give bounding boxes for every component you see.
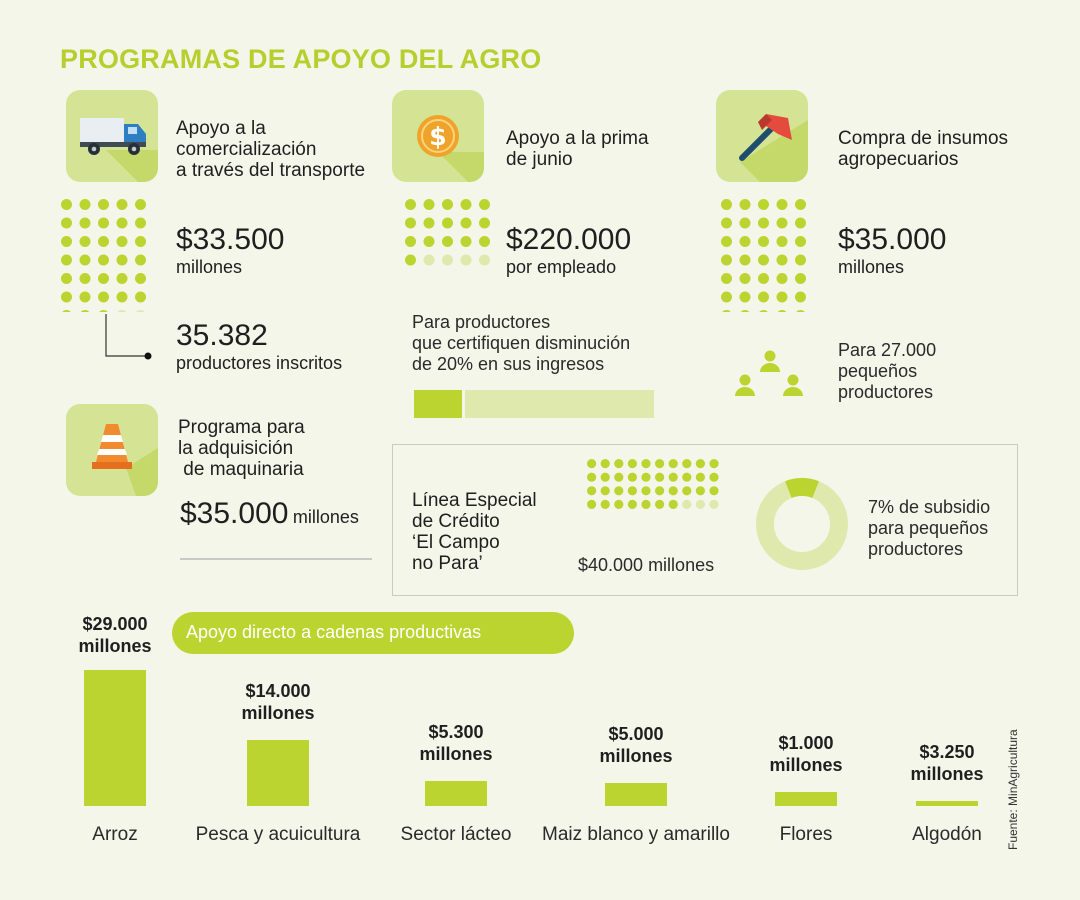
bar-1 xyxy=(247,740,309,806)
dot-filled xyxy=(758,310,769,312)
dot-filled xyxy=(442,236,453,247)
prima-icon-box xyxy=(392,90,484,182)
source-note: Fuente: MinAgricultura xyxy=(1006,729,1020,850)
insumos-amount: $35.000 xyxy=(838,223,947,256)
insumos-dot-matrix xyxy=(720,198,820,312)
progress-remainder xyxy=(465,390,654,418)
dot-filled xyxy=(795,236,806,247)
dot-filled xyxy=(628,459,637,468)
dot-filled xyxy=(117,255,128,266)
dot-filled xyxy=(80,218,91,229)
connector-line xyxy=(100,312,156,362)
dot-filled xyxy=(80,273,91,284)
dot-filled xyxy=(601,473,610,482)
bar-value-label: $5.300 millones xyxy=(419,722,493,764)
truck-icon xyxy=(66,90,158,182)
bar-3 xyxy=(605,783,667,806)
dot-filled xyxy=(98,292,109,303)
dot-filled xyxy=(696,473,705,482)
dot-filled xyxy=(405,218,416,229)
transport-label: Apoyo a la comercialización a través del transporte xyxy=(176,118,366,181)
dot-filled xyxy=(98,218,109,229)
axe-icon xyxy=(716,90,808,182)
bar-5 xyxy=(916,801,978,806)
dot-filled xyxy=(740,273,751,284)
dot-filled xyxy=(587,500,596,509)
dot-filled xyxy=(721,310,732,312)
dot-filled xyxy=(669,486,678,495)
prima-label: Apoyo a la prima de junio xyxy=(506,128,649,170)
dot-filled xyxy=(641,486,650,495)
dot-filled xyxy=(758,255,769,266)
dot-empty xyxy=(479,255,490,266)
insumos-label: Compra de insumos agropecuarios xyxy=(838,128,1009,170)
dot-filled xyxy=(758,292,769,303)
dot-filled xyxy=(424,199,435,210)
page-title: PROGRAMAS DE APOYO DEL AGRO xyxy=(60,44,542,74)
dot-filled xyxy=(80,310,91,312)
dot-filled xyxy=(601,500,610,509)
dot-filled xyxy=(628,486,637,495)
bar-2 xyxy=(425,781,487,806)
donut-subsidy-slice xyxy=(788,487,815,490)
maquinaria-amount: $35.000 xyxy=(180,497,289,530)
dot-filled xyxy=(80,292,91,303)
dot-filled xyxy=(614,459,623,468)
dot-filled xyxy=(442,199,453,210)
bar-category-label: Pesca y acuicultura xyxy=(195,824,361,845)
dot-filled xyxy=(721,292,732,303)
dot-filled xyxy=(61,236,72,247)
dot-filled xyxy=(479,236,490,247)
bar-value-label: $29.000 millones xyxy=(78,614,152,656)
dot-filled xyxy=(61,273,72,284)
dot-filled xyxy=(135,236,146,247)
transport-producers-count: 35.382 xyxy=(176,319,268,352)
insumos-icon-box xyxy=(716,90,808,182)
dot-filled xyxy=(655,473,664,482)
dot-filled xyxy=(795,310,806,312)
dot-filled xyxy=(682,486,691,495)
dot-filled xyxy=(795,292,806,303)
transport-producers-label: productores inscritos xyxy=(176,353,343,373)
dot-filled xyxy=(98,255,109,266)
dot-filled xyxy=(601,486,610,495)
dot-filled xyxy=(758,236,769,247)
dot-filled xyxy=(117,218,128,229)
bar-value-label: $1.000 millones xyxy=(769,733,843,775)
dot-filled xyxy=(795,273,806,284)
credit-amount: $40.000 millones xyxy=(578,555,715,575)
dot-filled xyxy=(614,473,623,482)
dot-filled xyxy=(740,236,751,247)
dot-filled xyxy=(61,199,72,210)
chart-title-pill xyxy=(172,612,574,654)
credit-dot-matrix xyxy=(586,458,720,532)
credit-label: Línea Especial de Crédito ‘El Campo no Para’ xyxy=(412,490,537,574)
dot-filled xyxy=(461,218,472,229)
dot-filled xyxy=(682,459,691,468)
subsidy-text: 7% de subsidio para pequeños productores xyxy=(868,497,991,559)
dot-filled xyxy=(61,292,72,303)
dot-filled xyxy=(628,473,637,482)
bar-value-label: $14.000 millones xyxy=(241,681,315,723)
dot-filled xyxy=(461,236,472,247)
dot-filled xyxy=(424,236,435,247)
dot-filled xyxy=(628,500,637,509)
dot-filled xyxy=(641,500,650,509)
dot-filled xyxy=(98,199,109,210)
dot-filled xyxy=(442,218,453,229)
dot-filled xyxy=(117,199,128,210)
prima-progress-bar xyxy=(414,390,654,418)
transport-dot-matrix xyxy=(60,198,160,312)
dot-filled xyxy=(587,459,596,468)
dot-filled xyxy=(61,310,72,312)
dot-filled xyxy=(614,486,623,495)
coin-icon xyxy=(392,90,484,182)
dot-filled xyxy=(135,255,146,266)
dot-filled xyxy=(740,292,751,303)
maquinaria-icon-box xyxy=(66,404,158,496)
dot-filled xyxy=(405,199,416,210)
dot-filled xyxy=(655,459,664,468)
prima-amount: $220.000 xyxy=(506,223,632,256)
dot-filled xyxy=(614,500,623,509)
dot-filled xyxy=(117,236,128,247)
dot-filled xyxy=(587,473,596,482)
dot-filled xyxy=(777,310,788,312)
dot-filled xyxy=(669,500,678,509)
bar-category-label: Algodón xyxy=(912,824,982,845)
bar-value-label: $3.250 millones xyxy=(910,742,984,784)
dot-filled xyxy=(135,199,146,210)
chart-title: Apoyo directo a cadenas productivas xyxy=(186,622,482,642)
dot-empty xyxy=(442,255,453,266)
bar-category-label: Flores xyxy=(779,824,833,845)
dot-filled xyxy=(80,236,91,247)
dot-filled xyxy=(405,236,416,247)
dot-filled xyxy=(80,199,91,210)
dot-filled xyxy=(721,273,732,284)
dot-filled xyxy=(424,218,435,229)
bar-4 xyxy=(775,792,837,806)
dot-filled xyxy=(709,459,718,468)
transport-icon-box xyxy=(66,90,158,182)
subsidy-donut-chart xyxy=(752,474,852,574)
transport-amount: $33.500 xyxy=(176,223,285,256)
people-group-icon xyxy=(732,344,808,400)
dot-filled xyxy=(721,255,732,266)
dot-filled xyxy=(721,236,732,247)
insumos-beneficiaries: Para 27.000 pequeños productores xyxy=(838,340,937,402)
maquinaria-label: Programa para la adquisición de maquinaria xyxy=(178,417,305,480)
dot-filled xyxy=(696,459,705,468)
bar-0 xyxy=(84,670,146,806)
dot-filled xyxy=(795,255,806,266)
dot-empty xyxy=(424,255,435,266)
dot-filled xyxy=(795,199,806,210)
dot-filled xyxy=(777,218,788,229)
dot-filled xyxy=(696,486,705,495)
bar-category-label: Maiz blanco y amarillo xyxy=(542,824,730,845)
maquinaria-divider xyxy=(180,558,372,560)
dot-filled xyxy=(777,255,788,266)
dot-filled xyxy=(758,218,769,229)
dot-filled xyxy=(682,473,691,482)
maquinaria-amount-row xyxy=(180,498,359,530)
bar-category-label: Sector lácteo xyxy=(400,824,512,845)
dot-filled xyxy=(587,486,596,495)
dot-filled xyxy=(479,218,490,229)
dot-filled xyxy=(98,236,109,247)
dot-empty xyxy=(682,500,691,509)
dot-filled xyxy=(740,199,751,210)
traffic-cone-icon xyxy=(66,404,158,496)
dot-filled xyxy=(669,459,678,468)
dot-filled xyxy=(758,199,769,210)
bar-category-label: Arroz xyxy=(92,824,138,845)
bar-value-label: $5.000 millones xyxy=(599,724,673,766)
dot-empty xyxy=(709,500,718,509)
dot-filled xyxy=(117,273,128,284)
dot-filled xyxy=(777,292,788,303)
maquinaria-unit: millones xyxy=(292,507,359,527)
dot-filled xyxy=(709,486,718,495)
dot-filled xyxy=(641,473,650,482)
donut-track xyxy=(765,487,839,561)
dot-filled xyxy=(135,273,146,284)
prima-unit: por empleado xyxy=(506,257,617,277)
dot-filled xyxy=(758,273,769,284)
dot-filled xyxy=(721,199,732,210)
dot-empty xyxy=(696,500,705,509)
dot-filled xyxy=(61,255,72,266)
dot-filled xyxy=(740,310,751,312)
dot-filled xyxy=(740,218,751,229)
dot-filled xyxy=(80,255,91,266)
dot-filled xyxy=(98,273,109,284)
dot-filled xyxy=(777,273,788,284)
dot-filled xyxy=(135,292,146,303)
dot-filled xyxy=(709,473,718,482)
dot-filled xyxy=(641,459,650,468)
dot-filled xyxy=(61,218,72,229)
dot-filled xyxy=(777,236,788,247)
dot-filled xyxy=(795,218,806,229)
dot-filled xyxy=(655,486,664,495)
insumos-unit: millones xyxy=(838,257,905,277)
dot-filled xyxy=(721,218,732,229)
dot-filled xyxy=(405,255,416,266)
svg-text:$: $ xyxy=(429,122,447,151)
dot-filled xyxy=(601,459,610,468)
dot-filled xyxy=(135,218,146,229)
dot-filled xyxy=(669,473,678,482)
transport-unit: millones xyxy=(176,257,243,277)
progress-fill xyxy=(414,390,462,418)
dot-empty xyxy=(461,255,472,266)
dot-filled xyxy=(461,199,472,210)
prima-dot-matrix xyxy=(404,198,494,280)
dot-filled xyxy=(479,199,490,210)
dot-filled xyxy=(655,500,664,509)
dot-filled xyxy=(777,199,788,210)
prima-condition: Para productores que certifiquen disminución de 20% en sus ingresos xyxy=(412,312,631,374)
dot-filled xyxy=(740,255,751,266)
dot-filled xyxy=(117,292,128,303)
